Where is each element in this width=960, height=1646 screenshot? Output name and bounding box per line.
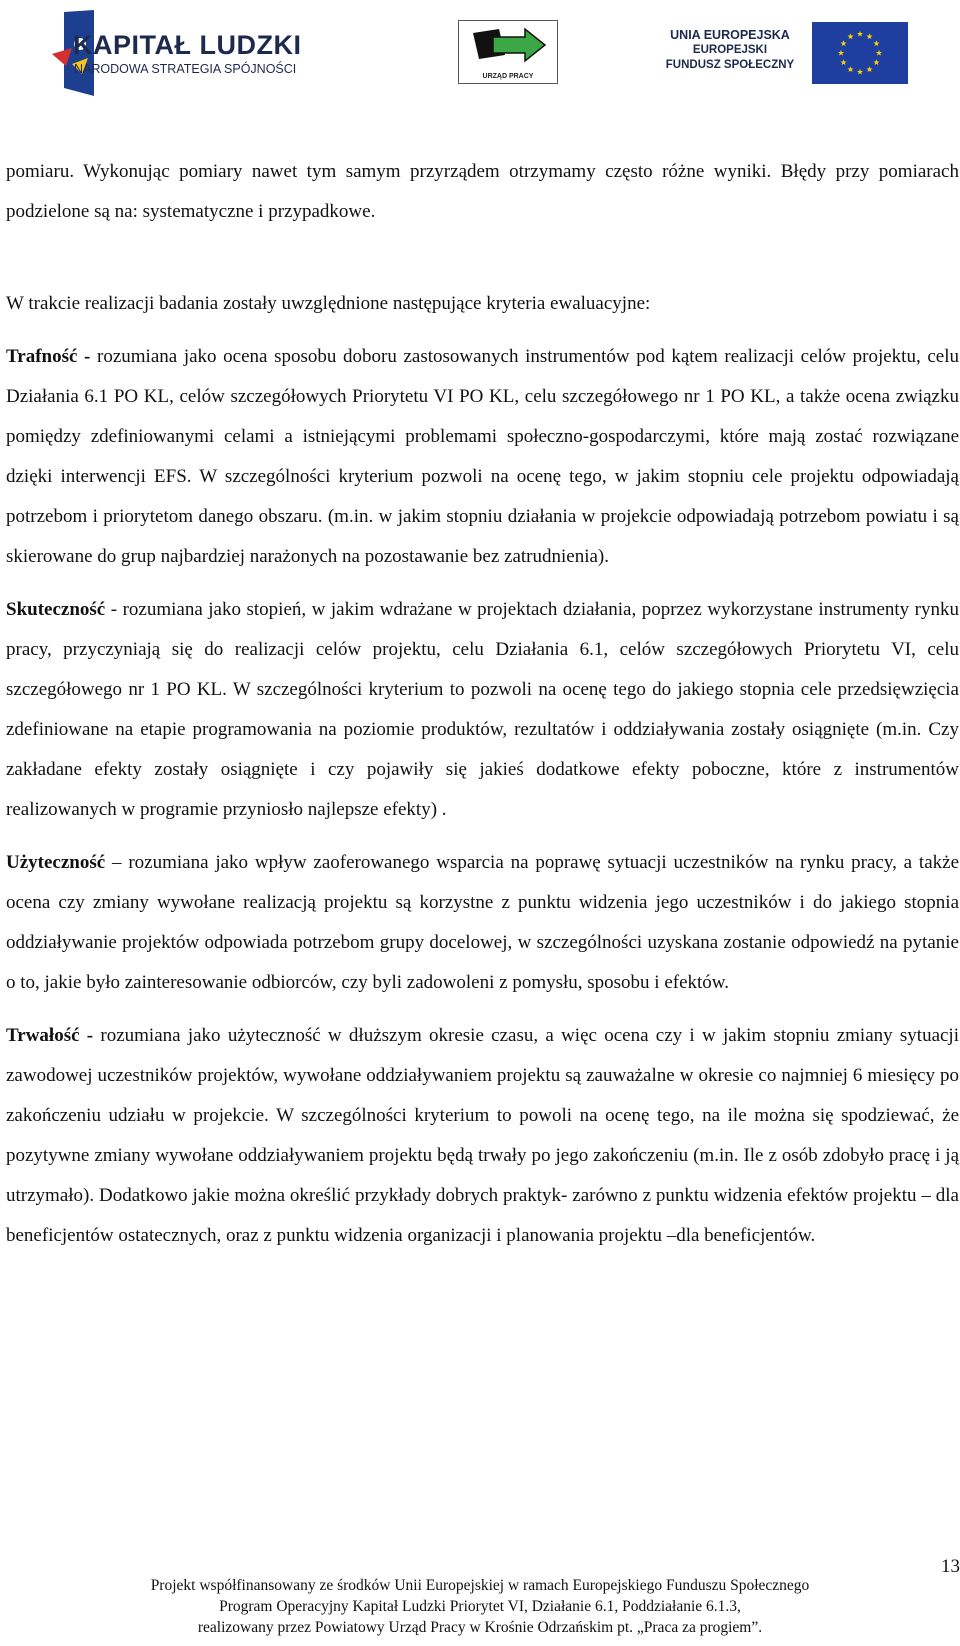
term-skutecznosc: Skuteczność bbox=[6, 599, 106, 620]
eu-label-line2: EUROPEJSKI bbox=[692, 44, 768, 56]
text-trwalosc: rozumiana jako użyteczność w dłuższym okresie czasu, a więc ocena czy i w jakim stopniu zmiany sytuacji zawodowej uczestników projektów, wywołane oddziaływaniem projektu są zauważalne w okresie co najmniej 6 miesięcy po zakończeniu udziału w projekcie. W szczególności kryterium to powoli na ocenę tego, na ile można się spodziewać, że pozytywne zmiany wywołane oddziaływaniem projektu będą trwały po jego zakończeniu (m.in. Ile z osób zdobyło pracę i ją utrzymało). Dodatkowo jakie można określić przykłady dobrych praktyk- zarówno z punktu widzenia efektów projektu – dla beneficjentów ostatecznych, oraz z punktu widzenia organizacji i planowania projektu –dla beneficjentów. bbox=[6, 1025, 959, 1246]
paragraph-intro: pomiaru. Wykonując pomiary nawet tym samym przyrządem otrzymamy często różne wyniki. Błędy przy pomiarach podzielone są na: systematyczne i przypadkowe. bbox=[6, 161, 959, 222]
text-skutecznosc: - rozumiana jako stopień, w jakim wdrażane w projektach działania, poprzez wykorzystane instrumenty rynku pracy, przyczyniają się do realizacji celów projektu, celu Działania 6.1, celów szczegółowych Priorytetu VI, celu szczegółowego nr 1 PO KL. W szczególności kryterium to pozwoli na ocenę tego do jakiego stopnia cele przedsięwzięcia zdefiniowane na etapie programowania na poziomie produktów, rezultatów i oddziaływania zostały osiągnięte (m.in. Czy zakładane efekty zostały osiągnięte i czy pojawiły się jakieś dodatkowe efekty poboczne, które z instrumentów realizowanych w programie przyniosło najlepsze efekty) . bbox=[6, 599, 959, 820]
footer-line-3: realizowany przez Powiatowy Urząd Pracy w Krośnie Odrzańskim pt. „Praca za progiem”. bbox=[197, 1619, 763, 1636]
kapital-ludzki-title: KAPITAŁ LUDZKI bbox=[73, 30, 302, 60]
urzad-pracy-logo bbox=[458, 20, 558, 84]
paragraph-criteria-intro: W trakcie realizacji badania zostały uwzględnione następujące kryteria ewaluacyjne: bbox=[6, 293, 651, 314]
document-body bbox=[6, 152, 959, 1256]
eu-label-line1: UNIA EUROPEJSKA bbox=[670, 28, 790, 42]
paragraph-trwalosc bbox=[6, 1016, 959, 1256]
term-uzytecznosc: Użyteczność bbox=[6, 852, 106, 873]
footer-line-2: Program Operacyjny Kapitał Ludzki Priorytet VI, Działanie 6.1, Poddziałanie 6.1.3, bbox=[219, 1598, 741, 1615]
eu-flag-icon bbox=[812, 22, 908, 84]
paragraph-uzytecznosc bbox=[6, 843, 959, 1003]
text-uzytecznosc: – rozumiana jako wpływ zaoferowanego wsparcia na poprawę sytuacji uczestników na rynku pracy, a także ocena czy zmiany wywołane realizacją projektu są korzystne z punktu widzenia jego uczestników i do jakiego stopnia oddziaływanie projektów odpowiada potrzebom grupy docelowej, w szczególności uzyskana zostanie odpowiedź na pytanie o to, jakie było zainteresowanie odbiorców, czy byli zadowoleni z pomysłu, sposobu i efektów. bbox=[6, 852, 959, 993]
footer-line-1: Projekt współfinansowany ze środków Unii Europejskiej w ramach Europejskiego Funduszu Społecznego bbox=[150, 1577, 810, 1594]
term-trafnosc: Trafność - bbox=[6, 346, 91, 367]
term-trwalosc: Trwałość - bbox=[6, 1025, 94, 1046]
eu-label-line3: FUNDUSZ SPOŁECZNY bbox=[665, 59, 795, 71]
urzad-pracy-arrow-icon bbox=[459, 21, 557, 71]
paragraph-trafnosc bbox=[6, 337, 959, 577]
eu-label bbox=[650, 28, 810, 73]
paragraph-skutecznosc bbox=[6, 590, 959, 830]
urzad-pracy-label: URZĄD PRACY bbox=[482, 73, 534, 80]
kapital-ludzki-subtitle: NARODOWA STRATEGIA SPÓJNOŚCI bbox=[74, 62, 297, 76]
text-trafnosc: rozumiana jako ocena sposobu doboru zastosowanych instrumentów pod kątem realizacji celów projektu, celu Działania 6.1 PO KL, celów szczegółowych Priorytetu VI PO KL, celu szczegółowego nr 1 PO KL, a także ocena związku pomiędzy zdefiniowanymi celami a istniejącymi problemami społeczno-gospodarczymi, które mają zostać rozwiązane dzięki interwencji EFS. W szczególności kryterium pozwoli na ocenę tego, w jakim stopniu cele projektu odpowiadają potrzebom i priorytetom danego obszaru. (m.in. w jakim stopniu działania w projekcie odpowiadają potrzebom powiatu i są skierowane do grup najbardziej narażonych na pozostawanie bez zatrudnienia). bbox=[6, 346, 959, 567]
page-footer bbox=[0, 1575, 960, 1638]
page-number: 13 bbox=[941, 1556, 960, 1577]
page-header bbox=[0, 0, 960, 110]
